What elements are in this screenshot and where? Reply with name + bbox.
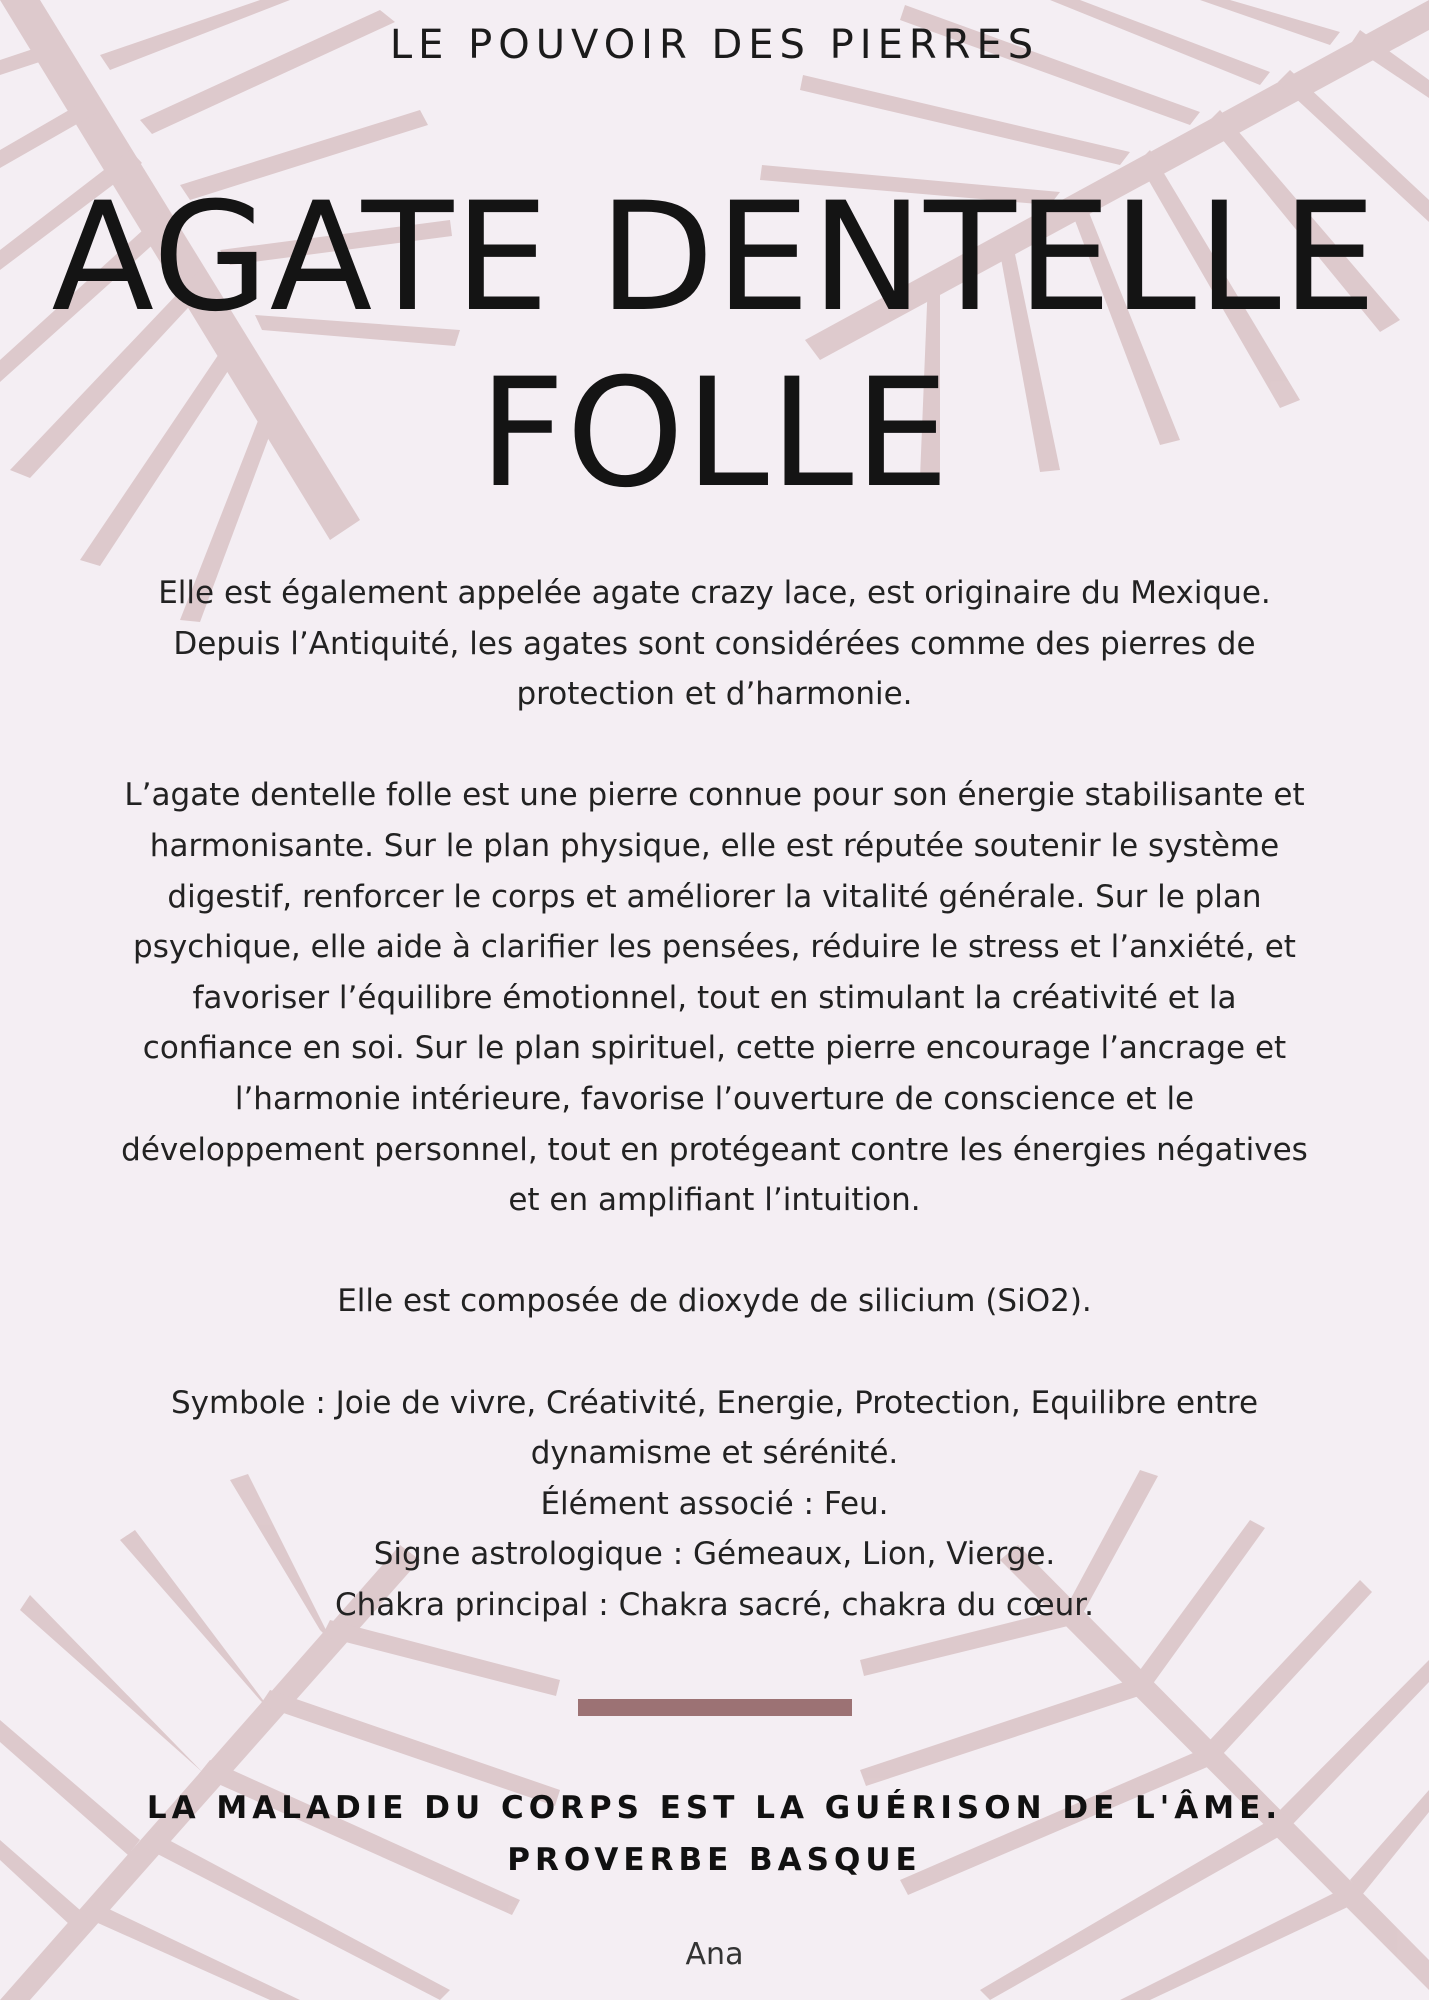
divider-bar: [578, 1699, 852, 1716]
quote-text: LA MALADIE DU CORPS EST LA GUÉRISON DE L'ÂME.: [146, 1790, 1283, 1826]
intro-paragraph: Elle est également appelée agate crazy lace, est originaire du Mexique. Depuis l’Antiquité, les agates sont considérées comme des pierres de protection et d’harmonie.: [158, 575, 1271, 713]
symbol-line: Symbole : Joie de vivre, Créativité, Energie, Protection, Equilibre entre dynamisme et sérénité.: [170, 1384, 1259, 1472]
page-title: [0, 170, 1429, 522]
author-signature: Ana: [685, 1937, 744, 1972]
quote-attribution: PROVERBE BASQUE: [507, 1842, 922, 1878]
composition-paragraph: Elle est composée de dioxyde de silicium (SiO2).: [337, 1283, 1092, 1320]
title-line-1: AGATE DENTELLE: [51, 171, 1378, 345]
title-line-2: FOLLE: [478, 347, 951, 521]
element-line: Élément associé : Feu.: [540, 1485, 889, 1522]
description: [120, 568, 1309, 1630]
chakra-line: Chakra principal : Chakra sacré, chakra du cœur.: [334, 1586, 1095, 1623]
series-title: LE POUVOIR DES PIERRES: [389, 22, 1040, 68]
proverb-quote: [0, 1782, 1429, 1886]
properties-paragraph: L’agate dentelle folle est une pierre connue pour son énergie stabilisante et harmonisante. Sur le plan physique, elle est réputée soutenir le système digestif, renforcer le corps et améliorer la vitalité générale. Sur le plan psychique, elle aide à clarifier les pensées, réduire le stress et l’anxiété, et favoriser l’équilibre émotionnel, tout en stimulant la créativité et la confiance en soi. Sur le plan spirituel, cette pierre encourage l’ancrage et l’harmonie intérieure, favorise l’ouverture de conscience et le développement personnel, tout en protégeant contre les énergies négatives et en amplifiant l’intuition.: [121, 777, 1308, 1219]
astro-line: Signe astrologique : Gémeaux, Lion, Vierge.: [373, 1536, 1056, 1573]
